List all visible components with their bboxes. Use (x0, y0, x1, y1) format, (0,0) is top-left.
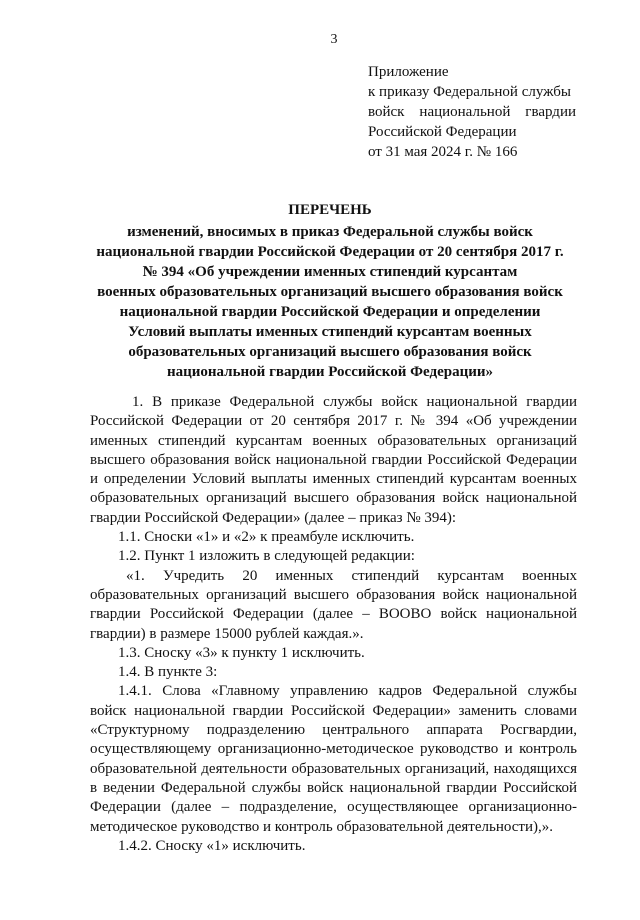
body-line: образовательной деятельности образовательных организаций, находящихся (90, 760, 577, 777)
body-line: 1.1. Сноски «1» и «2» к преамбуле исключить. (118, 529, 415, 546)
body-line: 1. В приказе Федеральной службы войск национальной гвардии (132, 394, 577, 410)
title-line: национальной гвардии Российской Федерации и определении (119, 304, 541, 320)
body-line: 1.4.1. Слова «Главному управлению кадров Федеральной службы (118, 683, 577, 700)
document-title (76, 200, 584, 382)
body-line: высшего образования войск национальной гвардии Российской Федерации (90, 451, 577, 468)
body-line: Российской Федерации от 20 сентября 2017 г. № 394 «Об учреждении (90, 413, 577, 430)
body-line: 1.4.2. Сноску «1» исключить. (118, 837, 306, 854)
body-line: «1. Учредить 20 именных стипендий курсантам военных (126, 567, 577, 584)
body-line: осуществляющему организационно-методическое руководство и контроль (90, 741, 577, 758)
body-line: и определении Условий выплаты именных стипендий курсантам военных (90, 471, 577, 488)
body-line: образовательных организаций высшего образования войск национальной (90, 586, 577, 603)
body-line: гвардии Российской Федерации (далее – ВООВО войск национальной (90, 606, 577, 623)
appendix-line: Приложение (368, 64, 449, 80)
appendix-line: Российской Федерации (368, 124, 517, 140)
appendix-line: войск национальной гвардии (368, 104, 576, 120)
body-line: образовательных организаций высшего образования войск национальной (90, 490, 577, 507)
title-line: национальной гвардии Российской Федерации от 20 сентября 2017 г. (96, 244, 564, 260)
document-body (90, 393, 577, 856)
appendix-line: к приказу Федеральной службы (368, 84, 572, 100)
body-line: 1.3. Сноску «3» к пункту 1 исключить. (118, 644, 365, 661)
body-line: «Структурному подразделению центрального аппарата Росгвардии, (90, 722, 577, 739)
body-line: Федерации (далее – подразделение, осуществляющее организационно- (90, 799, 577, 816)
title-line: национальной гвардии Российской Федерации» (166, 364, 493, 380)
page-number: 3 (330, 32, 338, 47)
body-line: методическое руководство и контроль образовательной деятельности),». (90, 818, 553, 835)
body-line: именных стипендий курсантам военных образовательных организаций (90, 432, 577, 449)
body-line: в ведении Федеральной службы войск национальной гвардии Российской (90, 779, 577, 796)
body-line: 1.4. В пункте 3: (118, 664, 218, 681)
body-line: войск национальной гвардии Российской Федерации» заменить словами (90, 702, 577, 719)
title-heading: ПЕРЕЧЕНЬ (288, 202, 372, 218)
title-line: военных образовательных организаций высшего образования войск (97, 284, 563, 300)
body-line: гвардии) в размере 15000 рублей каждая.». (90, 625, 364, 642)
title-line: Условий выплаты именных стипендий курсантам военных (128, 324, 532, 340)
appendix-line: от 31 мая 2024 г. № 166 (368, 144, 518, 160)
appendix-block (368, 62, 576, 162)
body-line: гвардии Российской Федерации» (далее – приказ № 394): (90, 509, 457, 526)
title-line: образовательных организаций высшего образования войск (128, 344, 532, 360)
title-line: № 394 «Об учреждении именных стипендий курсантам (142, 264, 518, 280)
title-line: изменений, вносимых в приказ Федеральной службы войск (127, 224, 533, 240)
body-line: 1.2. Пункт 1 изложить в следующей редакции: (118, 548, 415, 565)
